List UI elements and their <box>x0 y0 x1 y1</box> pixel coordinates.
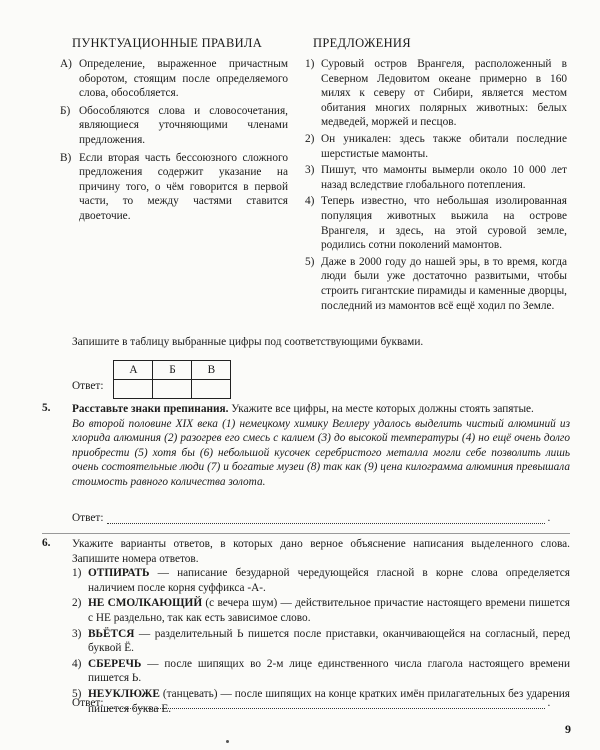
sentence-item <box>305 255 567 313</box>
sentence-label: 5) <box>305 255 315 268</box>
rule-label: Б) <box>60 104 71 117</box>
task-5-prompt: Укажите все цифры, на месте которых должны стоять запятые. <box>228 403 534 415</box>
sentence-item <box>305 163 567 192</box>
rule-label: В) <box>60 151 72 164</box>
task-6-option <box>72 627 570 656</box>
task-5-title: Расставьте знаки препинания. <box>72 403 229 415</box>
option-label: 3) <box>72 627 82 640</box>
sentence-label: 4) <box>305 195 315 208</box>
sentence-text: Теперь известно, что небольшая изолированная популяция животных выжила на острове Врангеля, и здесь, на этой суровой земле, родились сотни поколений мамонтов. <box>321 195 567 252</box>
task-5 <box>42 402 570 490</box>
answer-cell-v[interactable] <box>192 380 231 399</box>
table-header-v: В <box>192 361 231 380</box>
table-instruction: Запишите в таблицу выбранные цифры под соответствующими буквами. <box>72 336 424 348</box>
answer-label: Ответ: <box>72 379 104 392</box>
task-6-answer-label: Ответ: <box>72 697 104 709</box>
rule-item <box>60 104 288 148</box>
option-label: 2) <box>72 597 82 610</box>
sentence-text: Он уникален: здесь также обитали последние шерстистые мамонты. <box>321 132 567 160</box>
option-label: 4) <box>72 657 82 670</box>
sentence-label: 3) <box>305 164 315 177</box>
sentences-header: ПРЕДЛОЖЕНИЯ <box>313 36 411 50</box>
answer-cell-b[interactable] <box>153 380 192 399</box>
task-6 <box>42 537 570 717</box>
option-text: (с вечера шум) — действительное причастие настоящего времени пишется с НЕ раздельно, так как есть зависимое слово. <box>88 597 570 624</box>
option-word: СБЕРЕЧЬ <box>88 657 142 670</box>
sentence-item <box>305 132 567 161</box>
task-5-answer-line[interactable] <box>107 512 545 524</box>
answer-table <box>113 360 231 399</box>
sentence-item <box>305 194 567 252</box>
option-text: — после шипящих во 2-м лице единственного числа глагола настоящего времени пишется Ь. <box>88 657 570 685</box>
option-text: (танцевать) — после шипящих на конце кратких имён прилагательных без ударения пишется буква Е. <box>88 687 570 715</box>
print-speck <box>226 740 229 743</box>
rule-text: Определение, выраженное причастным оборотом, стоящим после определяемого слова, обособляется. <box>79 58 288 100</box>
option-text: — написание безударной чередующейся гласной в корне слова определяется наличием после корня суффикса -А-. <box>88 567 570 594</box>
task-5-text: Во второй половине XIX века (1) немецкому химику Веллеру удалось выделить чистый алюминий из хлорида алюминия (2) разогрев его смесь с калием (3) до высокой температуры (4) но ещё очень долго приобрести (5) хотя бы (6) небольшой кусочек серебристого металла могли себе позволить лишь очень состоятельные люди (7) и богатые музеи (8) так как (9) цена килограмма алюминия превышала стоимость равного количества золота. <box>72 417 570 488</box>
answer-cell-a[interactable] <box>114 380 153 399</box>
rule-text: Если вторая часть бессоюзного сложного предложения содержит указание на причину того, о чём говорится в первой части, то между частями ставится двоеточие. <box>79 151 288 222</box>
rule-label: А) <box>60 58 72 70</box>
task-6-answer-line[interactable] <box>107 697 545 709</box>
option-label: 1) <box>72 567 82 580</box>
sentence-text: Пишут, что мамонты вымерли около 10 000 лет назад вследствие глобального потепления. <box>321 164 567 191</box>
page-number: 9 <box>565 722 571 736</box>
task-5-answer-label: Ответ: <box>72 512 104 524</box>
sentence-label: 2) <box>305 132 315 145</box>
task-6-answer: Ответ: . <box>72 697 551 709</box>
task-6-prompt: Укажите варианты ответов, в которых дано верное объяснение написания выделенного слова. Запишите номера ответов. <box>72 538 570 565</box>
task-6-number: 6. <box>42 537 51 549</box>
task-6-option <box>72 596 570 625</box>
option-word: НЕУКЛЮЖЕ <box>88 687 160 700</box>
option-text: — разделительный Ь пишется после приставки, оканчивающейся на согласный, перед буквой Ё. <box>88 627 570 655</box>
option-word: ОТПИРАТЬ <box>88 567 150 580</box>
task-6-option <box>72 566 570 595</box>
answer-table-row <box>72 360 231 399</box>
rule-text: Обособляются слова и словосочетания, являющиеся уточняющими членами предложения. <box>79 104 288 146</box>
section-divider <box>42 533 570 534</box>
table-header-a: А <box>114 361 153 380</box>
task-6-option <box>72 657 570 686</box>
rules-column <box>60 57 288 227</box>
task-5-number: 5. <box>42 402 51 414</box>
sentence-label: 1) <box>305 58 315 70</box>
sentence-text: Суровый остров Врангеля, расположенный в Северном Ледовитом океане примерно в 160 милях к северу от Сибири, является местом обитания многих полярных животных: белых медведей, моржей и песцов. <box>321 58 567 129</box>
rule-item <box>60 151 288 224</box>
sentence-item <box>305 57 567 130</box>
option-word: ВЬЁТСЯ <box>88 627 135 640</box>
option-word: НЕ СМОЛКАЮЩИЙ <box>88 597 203 610</box>
task-5-answer: Ответ: . <box>72 512 551 524</box>
option-label: 5) <box>72 687 82 700</box>
rules-header: ПУНКТУАЦИОННЫЕ ПРАВИЛА <box>72 36 263 50</box>
table-header-b: Б <box>153 361 192 380</box>
rule-item <box>60 57 288 101</box>
sentence-text: Даже в 2000 году до нашей эры, в то время, когда люди были уже достаточно развитыми, чтобы строить гигантские пирамиды и каменные дворцы, последний из мамонтов всё ещё ходил по Земле. <box>321 255 567 312</box>
sentences-column <box>305 57 567 315</box>
